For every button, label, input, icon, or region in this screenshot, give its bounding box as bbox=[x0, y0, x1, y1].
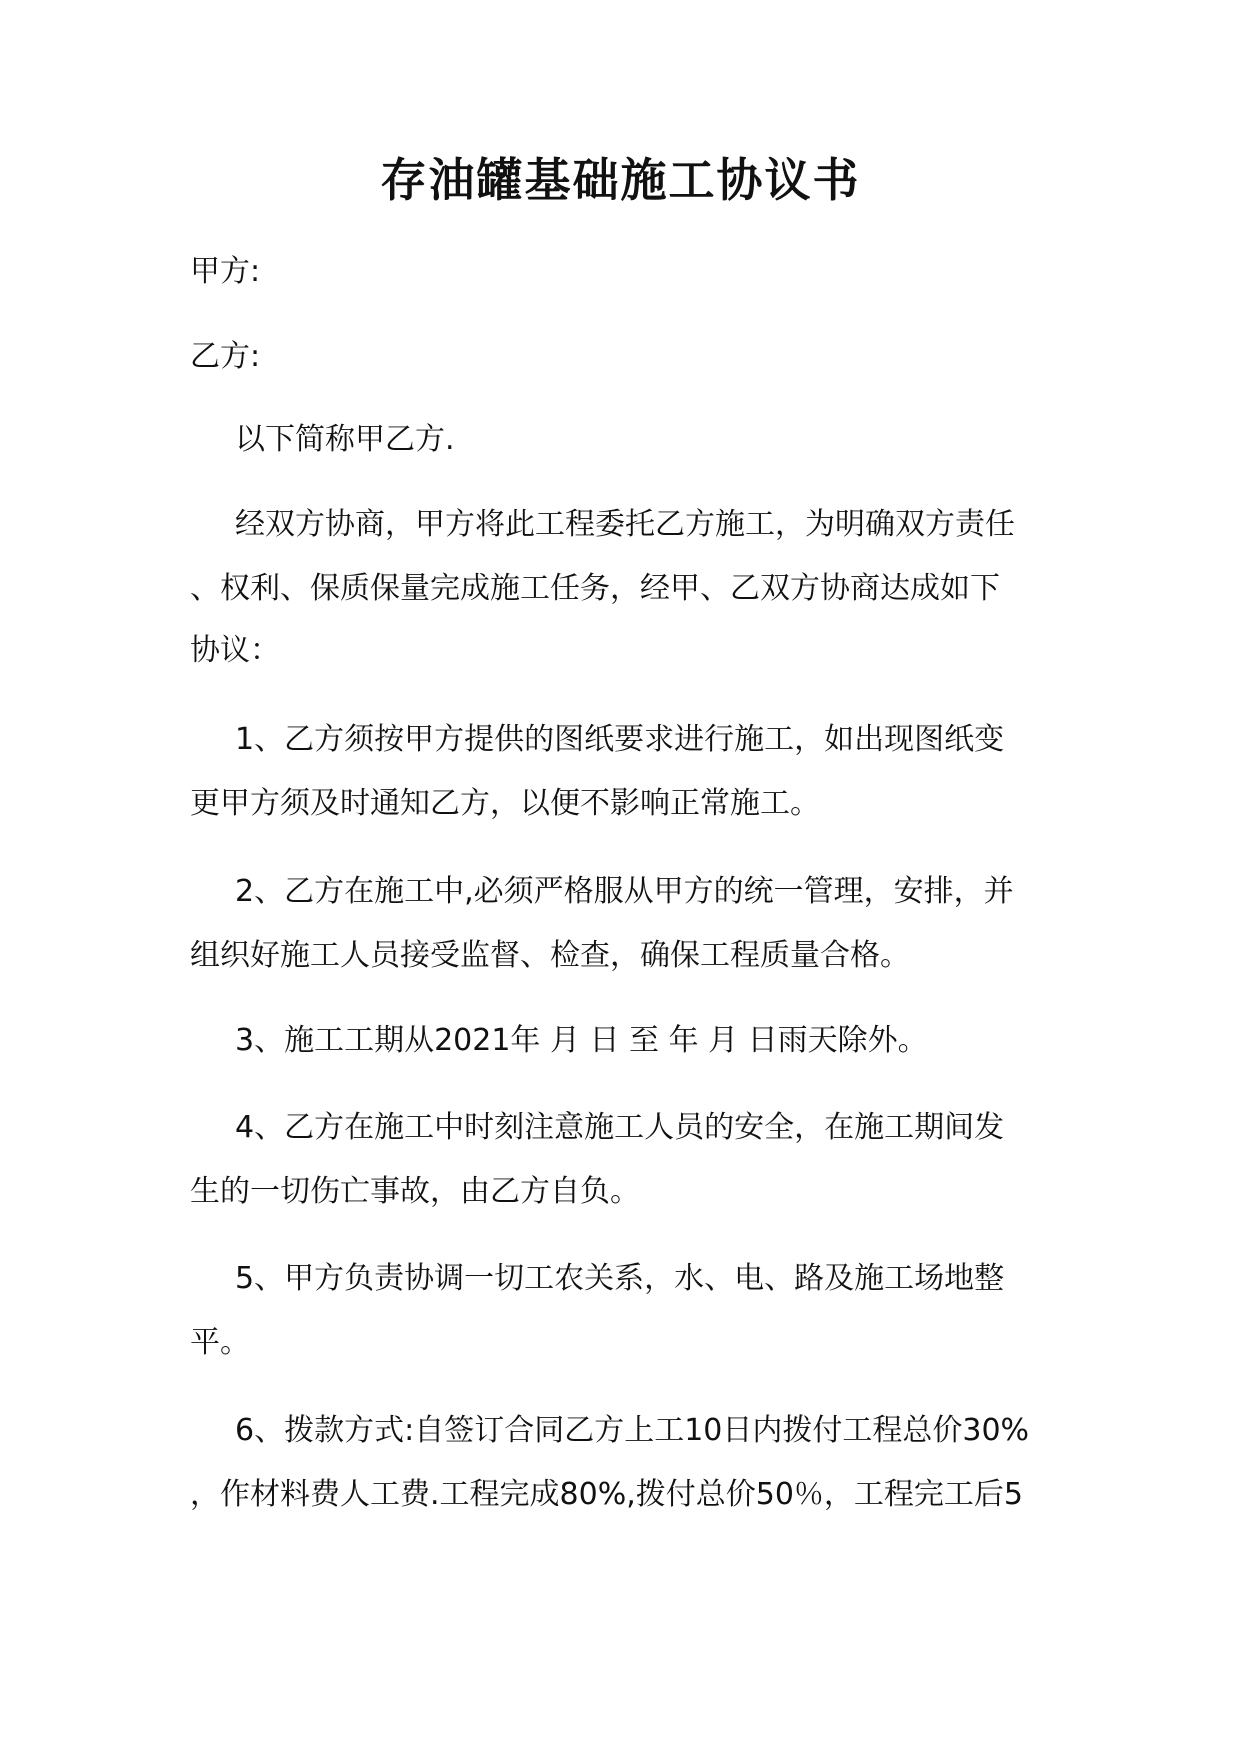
clause-3-line: 3、施工工期从2021年 月 日 至 年 月 日雨天除外。 bbox=[235, 1023, 928, 1058]
clause-5-line: 平。 bbox=[190, 1325, 250, 1360]
party-a-label: 甲方: bbox=[190, 254, 261, 289]
party-b-label: 乙方: bbox=[190, 339, 261, 374]
clause-2-line: 2、乙方在施工中,必须严格服从甲方的统一管理，安排，并 bbox=[235, 874, 1014, 909]
preamble-line: 协议： bbox=[190, 633, 280, 668]
clause-2-line: 组织好施工人员接受监督、检查，确保工程质量合格。 bbox=[190, 938, 910, 973]
clause-6-line: ，作材料费人工费.工程完成80%,拨付总价50％，工程完工后5 bbox=[190, 1477, 1024, 1512]
clause-6-line: 6、拨款方式:自签订合同乙方上工10日内拨付工程总价30% bbox=[235, 1413, 1030, 1448]
clause-5-line: 5、甲方负责协调一切工农关系，水、电、路及施工场地整 bbox=[235, 1261, 1005, 1296]
intro-paragraph: 以下简称甲乙方. bbox=[235, 422, 455, 457]
clause-4-line: 生的一切伤亡事故，由乙方自负。 bbox=[190, 1174, 640, 1209]
document-title: 存油罐基础施工协议书 bbox=[380, 153, 861, 207]
clause-4-line: 4、乙方在施工中时刻注意施工人员的安全，在施工期间发 bbox=[235, 1110, 1005, 1145]
clause-1-line: 更甲方须及时通知乙方，以便不影响正常施工。 bbox=[190, 786, 820, 821]
clause-1-line: 1、乙方须按甲方提供的图纸要求进行施工，如出现图纸变 bbox=[235, 722, 1005, 757]
preamble-line: 、权利、保质保量完成施工任务，经甲、乙双方协商达成如下 bbox=[190, 571, 1000, 606]
preamble-line: 经双方协商，甲方将此工程委托乙方施工，为明确双方责任 bbox=[235, 507, 1015, 542]
